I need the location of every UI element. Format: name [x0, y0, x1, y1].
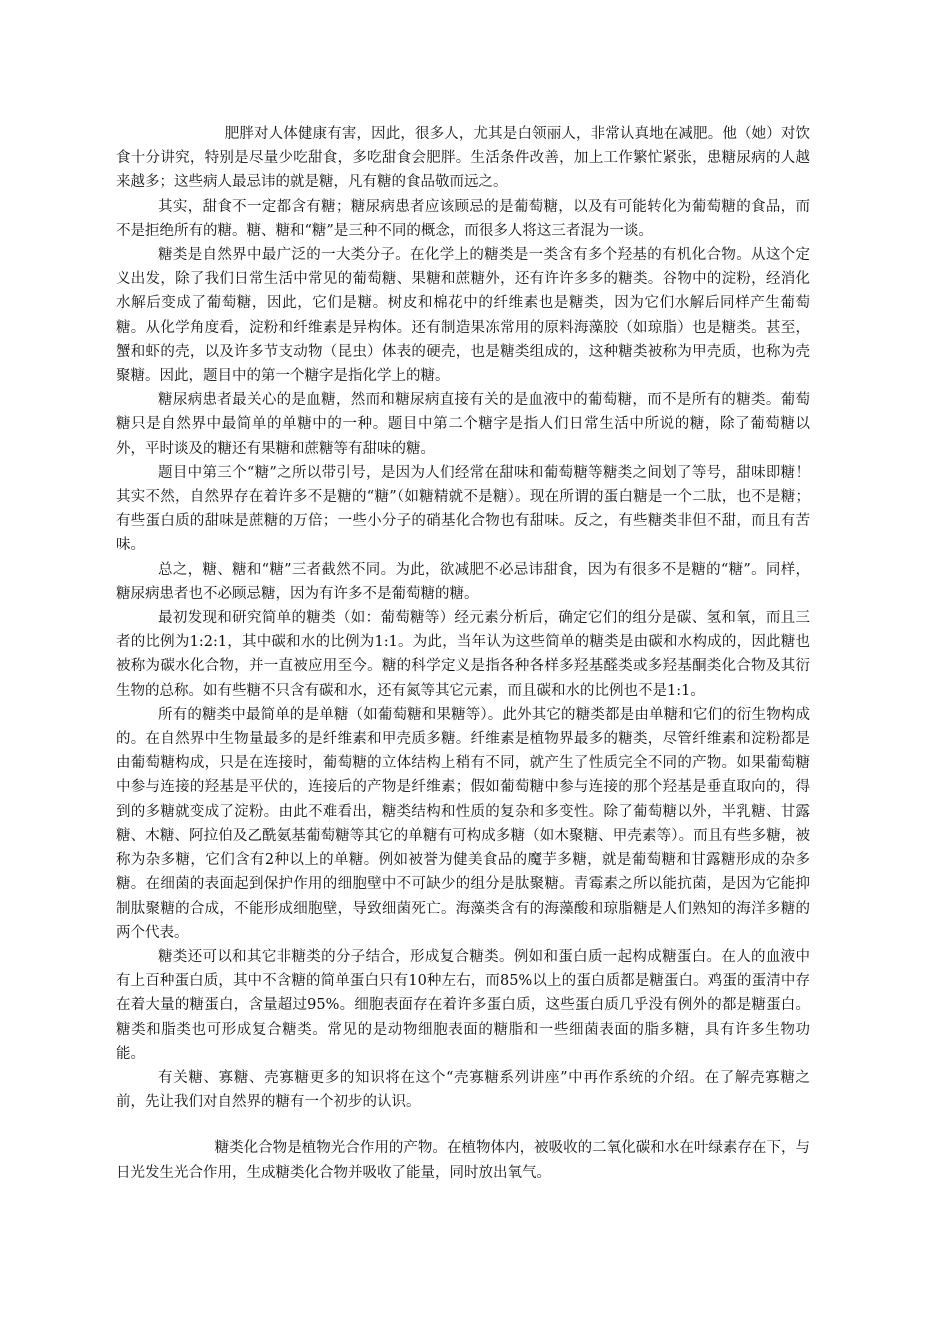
paragraph-sweets-not-sugar: 其实，甜食不一定都含有糖；糖尿病患者应该顾忌的是葡萄糖，以及有可能转化为葡萄糖的食品，而不是拒绝所有的糖。糖、糖和“糖”是三种不同的概念，而很多人将这三者混为一谈。	[116, 198, 810, 239]
paragraph-summary: 总之，糖、糖和“糖”三者截然不同。为此，欲减肥不必忌讳甜食，因为有很多不是糖的“糖”。同样，糖尿病患者也不必顾忌糖，因为有许多不是葡萄糖的糖。	[116, 561, 810, 602]
paragraph-lecture-series: 有关糖、寡糖、壳寡糖更多的知识将在这个“壳寡糖系列讲座”中再作系统的介绍。在了解壳寡糖之前，先让我们对自然界的糖有一个初步的认识。	[116, 1069, 810, 1111]
paragraph-glycoconjugates: 糖类还可以和其它非糖类的分子结合，形成复合糖类。例如和蛋白质一起构成糖蛋白。在人的血液中有上百种蛋白质，其中不含糖的简单蛋白只有10种左右，而85%以上的蛋白质都是糖蛋白。鸡蛋的蛋清中存在着大量的糖蛋白，含量超过95%。细胞表面存在着许多蛋白质，这些蛋白质几乎没有例外的都是糖蛋白。糖类和脂类也可形成复合糖类。常见的是动物细胞表面的糖脂和一些细菌表面的脂多糖，具有许多生物功能。	[116, 948, 810, 1062]
paragraph-quoted-sugar: 题目中第三个“糖”之所以带引号，是因为人们经常在甜味和葡萄糖等糖类之间划了等号，甜味即糖！其实不然，自然界存在着许多不是糖的“糖”（如糖精就不是糖）。现在所谓的蛋白糖是一个二肽，也不是糖；有些蛋白质的甜味是蔗糖的万倍；一些小分子的硝基化合物也有甜味。反之，有些糖类非但不甜，而且有苦味。	[116, 464, 810, 554]
paragraph-monosaccharides-polysaccharides: 所有的糖类中最简单的是单糖（如葡萄糖和果糖等）。此外其它的糖类都是由单糖和它们的衍生物构成的。在自然界中生物量最多的是纤维素和甲壳质多糖。纤维素是植物界最多的糖类，尽管纤维素和淀粉都是由葡萄糖构成，只是在连接时，葡萄糖的立体结构上稍有不同，就产生了性质完全不同的产物。如果葡萄糖中参与连接的羟基是平伏的，连接后的产物是纤维素；假如葡萄糖中参与连接的那个羟基是垂直取向的，得到的多糖就变成了淀粉。由此不难看出，糖类结构和性质的复杂和多变性。除了葡萄糖以外，半乳糖、甘露糖、木糖、阿拉伯及乙酰氨基葡萄糖等其它的单糖有可构成多糖（如木聚糖、甲壳素等）。而且有些多糖，被称为杂多糖，它们含有2种以上的单糖。例如被誉为健美食品的魔芋多糖，就是葡萄糖和甘露糖形成的杂多糖。在细菌的表面起到保护作用的细胞壁中不可缺少的组分是肽聚糖。青霉素之所以能抗菌，是因为它能抑制肽聚糖的合成，不能形成细胞壁，导致细菌死亡。海藻类含有的海藻酸和琼脂糖是人们熟知的海洋多糖的两个代表。	[116, 706, 810, 941]
paragraph-carbohydrate-definition: 糖类是自然界中最广泛的一大类分子。在化学上的糖类是一类含有多个羟基的有机化合物。从这个定义出发，除了我们日常生活中常见的葡萄糖、果糖和蔗糖外，还有许许多多的糖类。谷物中的淀粉，经消化水解后变成了葡萄糖，因此，它们是糖。树皮和棉花中的纤维素也是糖类，因为它们水解后同样产生葡萄糖。从化学角度看，淀粉和纤维素是异构体。还有制造果冻常用的原料海藻胶（如琼脂）也是糖类。甚至，蟹和虾的壳，以及许多节支动物（昆虫）体表的硬壳，也是糖类组成的，这种糖类被称为甲壳质，也称为壳聚糖。因此，题目中的第一个糖字是指化学上的糖。	[116, 247, 810, 385]
paragraph-obesity-intro: 肥胖对人体健康有害，因此，很多人，尤其是白领丽人，非常认真地在减肥。他（她）对饮食十分讲究，特别是尽量少吃甜食，多吃甜食会肥胖。生活条件改善，加上工作繁忙紧张，患糖尿病的人越来越多；这些病人最忌讳的就是糖，凡有糖的食品敬而远之。	[116, 126, 810, 191]
paragraph-carbohydrate-history: 最初发现和研究简单的糖类（如：葡萄糖等）经元素分析后，确定它们的组分是碳、氢和氧，而且三者的比例为1:2:1，其中碳和水的比例为1:1。为此，当年认为这些简单的糖类是由碳和水构成的，因此糖也被称为碳水化合物，并一直被应用至今。糖的科学定义是指各种各样多羟基醛类或多羟基酮类化合物及其衍生物的总称。如有些糖不只含有碳和水，还有氮等其它元素，而且碳和水的比例也不是1:1。	[116, 610, 810, 699]
paragraph-photosynthesis: 糖类化合物是植物光合作用的产物。在植物体内，被吸收的二氧化碳和水在叶绿素存在下，与日光发生光合作用，生成糖类化合物并吸收了能量，同时放出氧气。	[116, 1140, 810, 1181]
paragraph-blood-glucose: 糖尿病患者最关心的是血糖，然而和糖尿病直接有关的是血液中的葡萄糖，而不是所有的糖类。葡萄糖只是自然界中最简单的单糖中的一种。题目中第二个糖字是指人们日常生活中所说的糖，除了葡萄糖以外，平时谈及的糖还有果糖和蔗糖等有甜味的糖。	[116, 392, 810, 457]
document-page	[116, 122, 810, 1185]
